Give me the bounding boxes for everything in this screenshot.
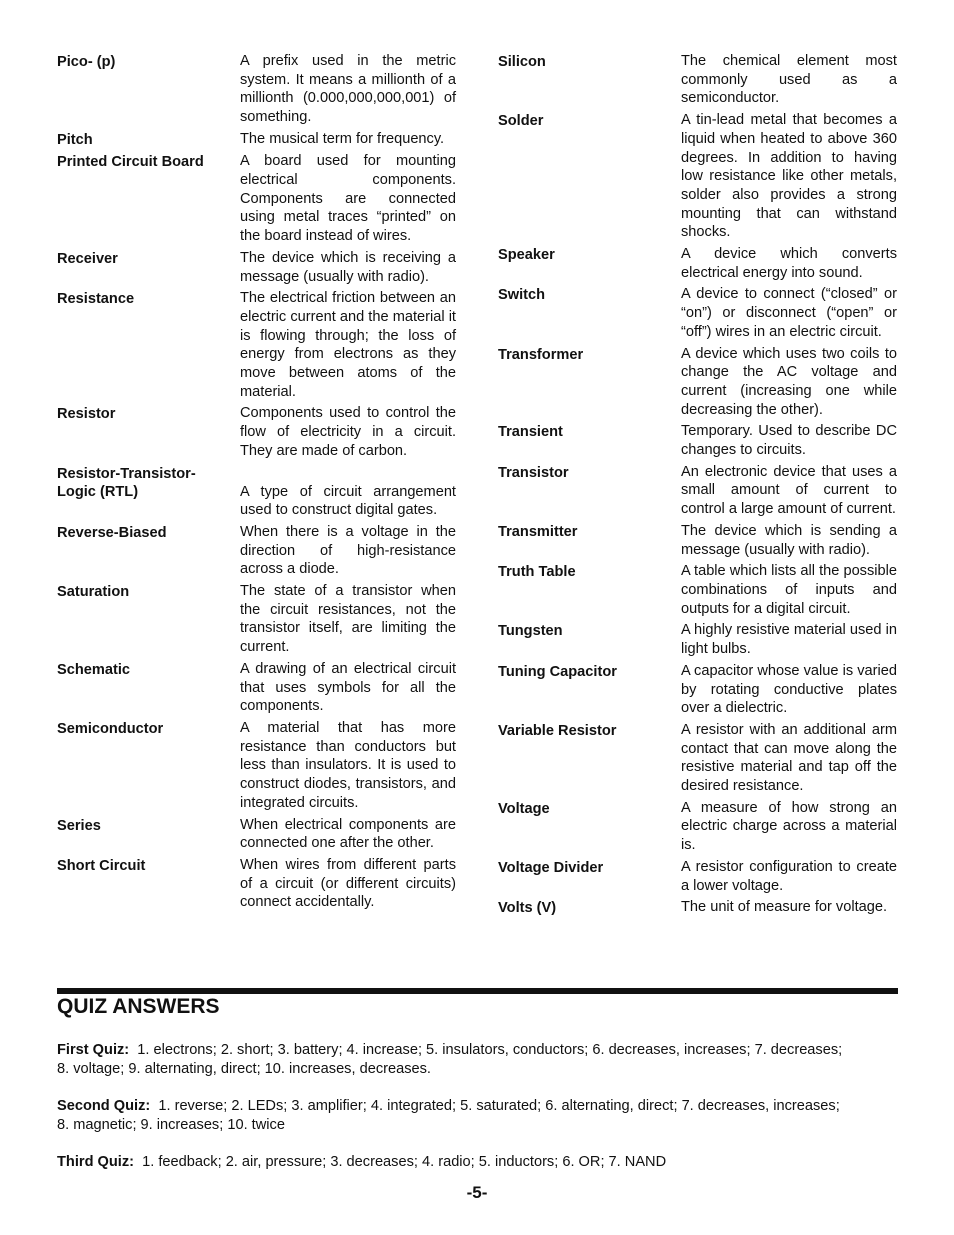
glossary-term: Semiconductor xyxy=(57,721,164,737)
glossary-definition: A material that has more resistance than conductors but less than insulators. It is used to construct diodes, transistors, and integrated circuits. xyxy=(240,720,456,811)
glossary-definition: Components used to control the flow of electricity in a circuit. They are made of carbon. xyxy=(240,405,456,459)
glossary-entry xyxy=(498,463,898,519)
glossary-term: Resistance xyxy=(57,291,135,308)
glossary-term: Short Circuit xyxy=(57,857,146,874)
glossary-entry xyxy=(57,816,457,853)
third-quiz-answers xyxy=(57,1153,898,1172)
glossary-entry xyxy=(498,799,898,855)
glossary-definition: The unit of measure for voltage. xyxy=(681,899,888,916)
glossary-definition: A drawing of an electrical circuit that uses symbols for all the components. xyxy=(240,660,456,715)
second-quiz-line-1: 1. reverse; 2. LEDs; 3. amplifier; 4. integrated; 5. saturated; 6. alternating, direct; 7. decreases, increases; xyxy=(158,1098,840,1114)
glossary-definition: The electrical friction between an electric current and the material it is flowing through; the loss of energy from electrons as they move between atoms of the material. xyxy=(240,290,456,400)
glossary-entry xyxy=(498,111,898,242)
glossary-entry xyxy=(57,152,457,246)
glossary-entry xyxy=(57,582,457,657)
quiz-answers-heading: QUIZ ANSWERS xyxy=(57,995,220,1018)
glossary-left-column xyxy=(57,52,457,915)
glossary-entry xyxy=(498,662,898,718)
glossary-entry xyxy=(57,130,457,150)
glossary-term: Variable Resistor xyxy=(498,722,617,739)
second-quiz-line-2: 8. magnetic; 9. increases; 10. twice xyxy=(57,1117,285,1133)
glossary-definition: Temporary. Used to describe DC changes to circuits. xyxy=(681,423,897,459)
glossary-definition: The device which is sending a message (usually with radio). xyxy=(681,522,897,558)
third-quiz-line-1: 1. feedback; 2. air, pressure; 3. decreases; 4. radio; 5. inductors; 6. OR; 7. NAND xyxy=(142,1154,667,1170)
glossary-term: Volts (V) xyxy=(498,900,557,917)
first-quiz-answers xyxy=(57,1041,898,1079)
glossary-definition: A board used for mounting electrical components. Components are connected using metal traces “printed” on the board instead of wires. xyxy=(240,153,456,245)
glossary-entry xyxy=(57,52,457,127)
glossary-term: Series xyxy=(57,817,101,834)
glossary-term: Printed Circuit Board xyxy=(57,154,204,171)
glossary-definition: An electronic device that uses a small amount of current to control a large amount of current. xyxy=(681,463,897,518)
second-quiz-answers xyxy=(57,1097,898,1135)
glossary-right-column xyxy=(498,52,898,921)
glossary-entry xyxy=(498,345,898,420)
glossary-definition: A device which uses two coils to change the AC voltage and current (increasing one while decreasing the other). xyxy=(681,345,897,418)
glossary-definition: A measure of how strong an electric charge across a material is. xyxy=(681,799,897,854)
glossary-entry xyxy=(57,660,457,716)
glossary-term: Switch xyxy=(498,287,546,304)
glossary-definition: A device to connect (“closed” or “on”) or disconnect (“open” or “off”) wires in an electric circuit. xyxy=(681,286,897,340)
glossary-term: Receiver xyxy=(57,250,118,267)
glossary-definition: The musical term for frequency. xyxy=(240,130,445,147)
glossary-term: Transmitter xyxy=(498,523,578,540)
glossary-entry xyxy=(498,858,898,895)
glossary-term: Saturation xyxy=(57,584,130,601)
glossary-definition: The state of a transistor when the circuit resistances, not the transistor itself, are limiting the current. xyxy=(240,583,456,656)
glossary-definition: A capacitor whose value is varied by rotating conductive plates over a dielectric. xyxy=(681,662,897,717)
first-quiz-label: First Quiz: xyxy=(57,1042,130,1058)
glossary-term: Voltage xyxy=(498,800,550,817)
glossary-term: Speaker xyxy=(498,247,555,264)
glossary-definition: A tin-lead metal that becomes a liquid when heated to above 360 degrees. In addition to having low resistance like other metals, solder also provides a strong mounting that can withstand shocks. xyxy=(681,112,897,241)
glossary-entry xyxy=(498,562,898,618)
glossary-entry xyxy=(498,898,898,918)
glossary-term: Resistor-Transistor-Logic (RTL) xyxy=(57,465,196,501)
glossary-term: Resistor xyxy=(57,406,116,423)
glossary-definition: The device which is receiving a message (usually with radio). xyxy=(240,249,456,285)
glossary-definition: A resistor configuration to create a lower voltage. xyxy=(681,858,897,894)
glossary-entry xyxy=(498,245,898,282)
glossary-entry xyxy=(498,285,898,341)
glossary-definition: A prefix used in the metric system. It means a millionth of a millionth (0.000,000,000,001) of something. xyxy=(240,53,456,126)
glossary-entry xyxy=(57,404,457,460)
glossary-entry xyxy=(57,289,457,401)
glossary-term: Transistor xyxy=(498,464,569,481)
glossary-entry xyxy=(498,52,898,108)
glossary-definition: When there is a voltage in the direction of high-resistance across a diode. xyxy=(240,523,456,578)
glossary-definition: When wires from different parts of a circuit (or different circuits) connect accidentally. xyxy=(240,856,456,911)
glossary-entry xyxy=(57,464,457,520)
glossary-definition: A resistor with an additional arm contact that can move along the resistive material and tap off the desired resistance. xyxy=(681,721,897,795)
glossary-definition: A type of circuit arrangement used to construct digital gates. xyxy=(240,483,456,519)
glossary-definition: A table which lists all the possible combinations of inputs and outputs for a digital circuit. xyxy=(681,563,897,617)
glossary-entry xyxy=(57,719,457,813)
glossary-term: Pico- (p) xyxy=(57,54,116,70)
first-quiz-line-1: 1. electrons; 2. short; 3. battery; 4. increase; 5. insulators, conductors; 6. decreases, increases; 7. decreases; xyxy=(137,1042,843,1058)
glossary-definition: When electrical components are connected one after the other. xyxy=(240,816,456,852)
glossary-term: Pitch xyxy=(57,131,93,148)
glossary-term: Tuning Capacitor xyxy=(498,663,617,680)
first-quiz-line-2: 8. voltage; 9. alternating, direct; 10. increases, decreases. xyxy=(57,1061,431,1077)
glossary-definition: The chemical element most commonly used as a semiconductor. xyxy=(681,53,897,107)
glossary-entry xyxy=(498,522,898,559)
glossary-term: Voltage Divider xyxy=(498,859,604,876)
glossary-entry xyxy=(57,523,457,579)
glossary-term: Silicon xyxy=(498,54,546,70)
glossary-definition: A device which converts electrical energy into sound. xyxy=(681,246,897,281)
glossary-term: Schematic xyxy=(57,661,131,678)
glossary-entry xyxy=(498,621,898,658)
glossary-definition: A highly resistive material used in light bulbs. xyxy=(681,622,897,658)
glossary-entry xyxy=(498,422,898,459)
page-number: -5- xyxy=(466,1183,488,1202)
glossary-term: Transient xyxy=(498,424,563,441)
glossary-term: Reverse-Biased xyxy=(57,524,167,541)
glossary-term: Solder xyxy=(498,113,544,130)
glossary-term: Tungsten xyxy=(498,623,563,640)
glossary-entry xyxy=(57,249,457,286)
third-quiz-label: Third Quiz: xyxy=(57,1154,135,1170)
glossary-term: Transformer xyxy=(498,346,584,363)
second-quiz-label: Second Quiz: xyxy=(57,1098,151,1114)
glossary-entry xyxy=(57,856,457,912)
glossary-term: Truth Table xyxy=(498,564,576,581)
glossary-entry xyxy=(498,721,898,796)
